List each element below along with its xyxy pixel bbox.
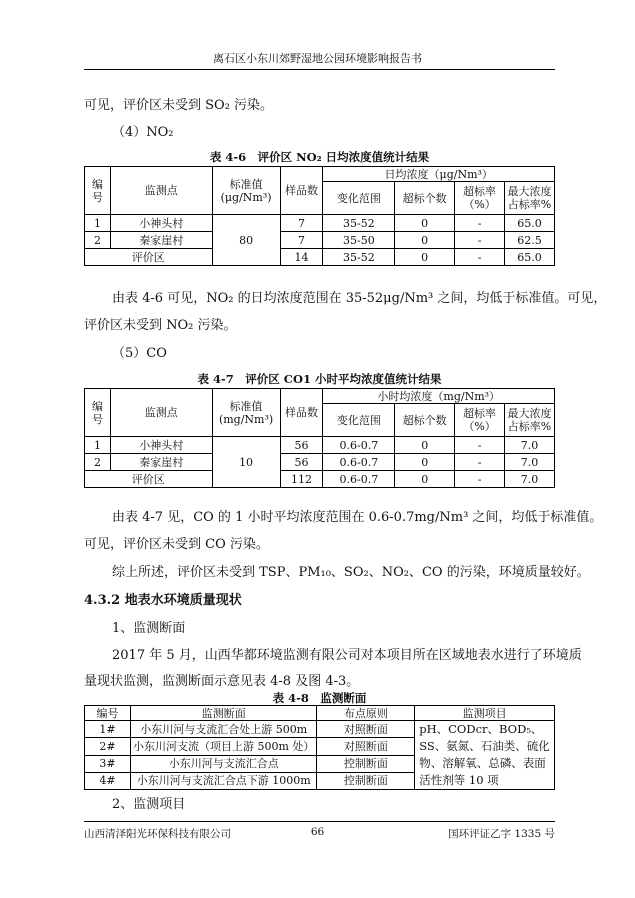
header-rule <box>84 69 555 70</box>
cell-no: 1# <box>85 721 131 738</box>
cell-max-ratio: 65.0 <box>505 249 555 266</box>
table-row <box>85 454 555 471</box>
cell-exceed-count: 0 <box>395 215 455 232</box>
cell-principle: 控制断面 <box>317 772 415 789</box>
table-4-8-caption: 表 4-8 监测断面 <box>272 691 367 705</box>
paragraph-summary: 综上所述，评价区未受到 TSP、PM₁₀、SO₂、NO₂、CO 的污染，环境质量较好。 <box>112 565 590 580</box>
header-no: 编号 <box>85 706 131 721</box>
section-heading-surface-water: 4.3.2 地表水环境质量现状 <box>84 593 242 608</box>
page-number: 66 <box>310 826 325 838</box>
cell-range: 35-52 <box>323 249 395 266</box>
cell-exceed-rate: - <box>455 232 505 249</box>
header-hourly-concentration: 小时均浓度（mg/Nm³） <box>323 389 555 404</box>
cell-site: 秦家崖村 <box>110 232 212 249</box>
cell-site: 小神头村 <box>110 215 212 232</box>
header-site: 监测点 <box>110 389 212 437</box>
cell-samples: 56 <box>280 437 323 454</box>
header-exceed-rate: 超标率（%） <box>455 182 505 215</box>
cell-section: 小东川河与支流汇合点下游 1000m <box>130 772 317 789</box>
footer-rule <box>84 821 555 822</box>
paragraph-monitoring-line2: 量现状监测，监测断面示意见表 4-8 及图 4-3。 <box>84 674 360 689</box>
heading-co: （5）CO <box>112 346 167 361</box>
header-layout-principle: 布点原则 <box>317 706 415 721</box>
table-row-total <box>85 249 555 266</box>
cell-exceed-count: 0 <box>395 471 455 488</box>
cell-section: 小东川河支流（项目上游 500m 处） <box>130 738 317 755</box>
cell-exceed-count: 0 <box>395 249 455 266</box>
header-monitoring-items: 监测项目 <box>415 706 555 721</box>
table-4-6-caption: 表 4-6 评价区 NO₂ 日均浓度值统计结果 <box>209 150 430 164</box>
cell-max-ratio: 7.0 <box>505 437 555 454</box>
header-exceed-rate: 超标率（%） <box>455 404 505 437</box>
cell-max-ratio: 7.0 <box>505 471 555 488</box>
header-samples: 样品数 <box>280 167 323 215</box>
paragraph-no2-line1: 由表 4-6 可见，NO₂ 的日均浓度范围在 35-52μg/Nm³ 之间，均低于标准值。可见， <box>112 291 607 306</box>
cell-principle: 对照断面 <box>317 738 415 755</box>
footer-company: 山西清泽阳光环保科技有限公司 <box>84 828 231 840</box>
header-max-ratio: 最大浓度占标率% <box>505 404 555 437</box>
header-range: 变化范围 <box>323 404 395 437</box>
cell-principle: 控制断面 <box>317 755 415 772</box>
cell-samples: 56 <box>280 454 323 471</box>
cell-exceed-rate: - <box>455 249 505 266</box>
cell-max-ratio: 7.0 <box>505 454 555 471</box>
paragraph-co-line2: 可见，评价区未受到 CO 污染。 <box>84 537 269 552</box>
table-row <box>85 721 555 738</box>
cell-max-ratio: 62.5 <box>505 232 555 249</box>
cell-range: 0.6-0.7 <box>323 437 395 454</box>
cell-standard: 10 <box>212 437 280 488</box>
header-exceed-count: 超标个数 <box>395 182 455 215</box>
page-header: 离石区小东川郊野湿地公园环境影响报告书 <box>213 52 422 65</box>
cell-exceed-rate: - <box>455 454 505 471</box>
subheading-monitoring-items: 2、监测项目 <box>112 797 186 812</box>
paragraph-no2-line2: 评价区未受到 NO₂ 污染。 <box>84 318 237 333</box>
table-row <box>85 232 555 249</box>
cell-no: 2# <box>85 738 131 755</box>
table-row <box>85 215 555 232</box>
cell-standard: 80 <box>212 215 280 266</box>
cell-max-ratio: 65.0 <box>505 215 555 232</box>
cell-exceed-count: 0 <box>395 437 455 454</box>
cell-site: 评价区 <box>85 249 213 266</box>
header-max-ratio: 最大浓度占标率% <box>505 182 555 215</box>
paragraph-so2-conclusion: 可见，评价区未受到 SO₂ 污染。 <box>84 98 274 113</box>
header-site: 监测点 <box>110 167 212 215</box>
cell-samples: 7 <box>280 232 323 249</box>
cell-samples: 112 <box>280 471 323 488</box>
header-no: 编号 <box>85 389 111 437</box>
heading-no2: （4）NO₂ <box>112 125 174 140</box>
cell-no: 3# <box>85 755 131 772</box>
cell-range: 35-50 <box>323 232 395 249</box>
header-standard: 标准值(mg/Nm³) <box>212 389 280 437</box>
cell-samples: 7 <box>280 215 323 232</box>
table-4-8 <box>84 705 555 790</box>
header-exceed-count: 超标个数 <box>395 404 455 437</box>
table-row <box>85 437 555 454</box>
cell-range: 0.6-0.7 <box>323 471 395 488</box>
cell-exceed-rate: - <box>455 215 505 232</box>
cell-exceed-count: 0 <box>395 454 455 471</box>
cell-principle: 对照断面 <box>317 721 415 738</box>
cell-exceed-count: 0 <box>395 232 455 249</box>
cell-no: 1 <box>85 215 111 232</box>
footer-certificate: 国环评证乙字 1335 号 <box>448 828 555 840</box>
paragraph-co-line1: 由表 4-7 见，CO 的 1 小时平均浓度范围在 0.6-0.7mg/Nm³ 之间，均低于标准值。 <box>112 510 603 525</box>
cell-section: 小东川河与支流汇合点 <box>130 755 317 772</box>
cell-samples: 14 <box>280 249 323 266</box>
header-standard: 标准值(μg/Nm³) <box>212 167 280 215</box>
paragraph-monitoring-line1: 2017 年 5 月，山西华都环境监测有限公司对本项目所在区域地表水进行了环境质 <box>112 648 582 663</box>
table-4-6 <box>84 166 555 266</box>
table-row-total <box>85 471 555 488</box>
header-no: 编号 <box>85 167 111 215</box>
cell-exceed-rate: - <box>455 437 505 454</box>
cell-range: 35-52 <box>323 215 395 232</box>
cell-exceed-rate: - <box>455 471 505 488</box>
table-4-7 <box>84 388 555 488</box>
header-section: 监测断面 <box>130 706 317 721</box>
cell-no: 4# <box>85 772 131 789</box>
cell-no: 1 <box>85 437 111 454</box>
cell-site: 小神头村 <box>110 437 212 454</box>
header-samples: 样品数 <box>280 389 323 437</box>
cell-range: 0.6-0.7 <box>323 454 395 471</box>
header-daily-concentration: 日均浓度（μg/Nm³） <box>323 167 555 182</box>
table-4-7-caption: 表 4-7 评价区 CO1 小时平均浓度值统计结果 <box>197 372 442 386</box>
cell-no: 2 <box>85 232 111 249</box>
cell-section: 小东川河与支流汇合处上游 500m <box>130 721 317 738</box>
cell-no: 2 <box>85 454 111 471</box>
header-range: 变化范围 <box>323 182 395 215</box>
subheading-monitoring-sections: 1、监测断面 <box>112 621 186 636</box>
cell-site: 秦家崖村 <box>110 454 212 471</box>
cell-site: 评价区 <box>85 471 213 488</box>
cell-monitoring-items: pH、CODcr、BOD₅、SS、氨氮、石油类、硫化物、溶解氧、总磷、表面活性剂等 10 项 <box>415 721 555 790</box>
